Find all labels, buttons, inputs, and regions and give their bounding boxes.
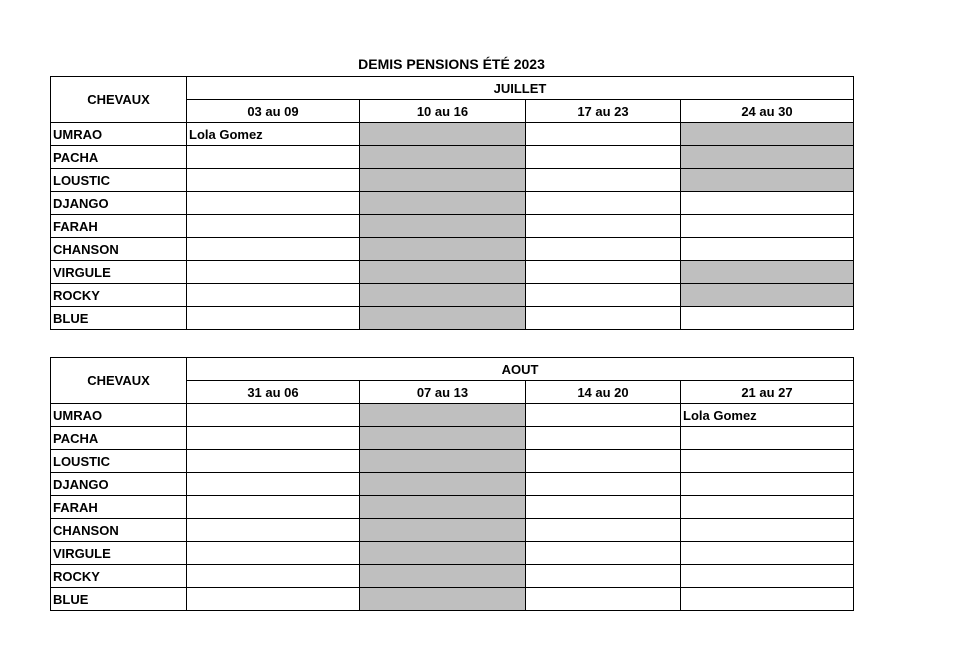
table-row xyxy=(51,284,854,307)
schedule-cell xyxy=(360,450,526,473)
horse-name: UMRAO xyxy=(51,404,187,427)
schedule-cell xyxy=(681,192,854,215)
schedule-cell xyxy=(187,565,360,588)
schedule-cell xyxy=(681,542,854,565)
schedule-cell xyxy=(681,450,854,473)
schedule-cell xyxy=(526,588,681,611)
table-row xyxy=(51,215,854,238)
table-row xyxy=(51,307,854,330)
week-header: 07 au 13 xyxy=(360,381,526,404)
schedule-cell xyxy=(187,215,360,238)
schedule-cell xyxy=(187,588,360,611)
schedule-cell xyxy=(187,496,360,519)
schedule-cell xyxy=(526,261,681,284)
schedule-cell xyxy=(187,146,360,169)
schedule-cell xyxy=(681,588,854,611)
table-row xyxy=(51,169,854,192)
schedule-cell xyxy=(187,238,360,261)
schedule-cell xyxy=(681,169,854,192)
schedule-cell xyxy=(360,284,526,307)
schedule-cell xyxy=(526,307,681,330)
horse-name: FARAH xyxy=(51,496,187,519)
horse-column-header: CHEVAUX xyxy=(51,77,187,123)
schedule-cell: Lola Gomez xyxy=(681,404,854,427)
schedule-cell xyxy=(526,284,681,307)
horse-name: BLUE xyxy=(51,588,187,611)
schedule-cell xyxy=(187,307,360,330)
table-row xyxy=(51,192,854,215)
schedule-cell xyxy=(526,496,681,519)
horse-name: LOUSTIC xyxy=(51,450,187,473)
schedule-cell xyxy=(360,169,526,192)
schedule-cell xyxy=(187,519,360,542)
horse-name: PACHA xyxy=(51,146,187,169)
schedule-cell xyxy=(360,519,526,542)
table-row xyxy=(51,238,854,261)
horse-column-header: CHEVAUX xyxy=(51,358,187,404)
schedule-cell xyxy=(681,215,854,238)
schedule-cell xyxy=(526,146,681,169)
horse-name: DJANGO xyxy=(51,192,187,215)
table-row xyxy=(51,146,854,169)
schedule-cell xyxy=(681,473,854,496)
schedule-cell xyxy=(681,284,854,307)
schedule-cell xyxy=(360,192,526,215)
schedule-cell xyxy=(526,542,681,565)
month-header-row xyxy=(51,358,854,381)
month-header: AOUT xyxy=(187,358,854,381)
week-header: 24 au 30 xyxy=(681,100,854,123)
schedule-cell xyxy=(526,519,681,542)
schedule-cell xyxy=(526,238,681,261)
table-row xyxy=(51,123,854,146)
schedule-cell xyxy=(526,473,681,496)
schedule-cell xyxy=(360,146,526,169)
page-title: DEMIS PENSIONS ÉTÉ 2023 xyxy=(358,56,545,72)
horse-name: FARAH xyxy=(51,215,187,238)
horse-name: ROCKY xyxy=(51,565,187,588)
schedule-cell xyxy=(187,404,360,427)
schedule-cell xyxy=(187,427,360,450)
schedule-cell xyxy=(360,215,526,238)
schedule-cell xyxy=(187,284,360,307)
horse-name: ROCKY xyxy=(51,284,187,307)
week-header: 17 au 23 xyxy=(526,100,681,123)
month-header: JUILLET xyxy=(187,77,854,100)
horse-name: UMRAO xyxy=(51,123,187,146)
table-row xyxy=(51,404,854,427)
schedule-cell xyxy=(681,307,854,330)
schedule-cell xyxy=(187,169,360,192)
schedule-cell xyxy=(681,496,854,519)
horse-name: PACHA xyxy=(51,427,187,450)
schedule-cell xyxy=(187,473,360,496)
table-row xyxy=(51,565,854,588)
schedule-cell xyxy=(360,261,526,284)
schedule-cell xyxy=(681,565,854,588)
schedule-cell xyxy=(526,215,681,238)
horse-name: BLUE xyxy=(51,307,187,330)
week-header: 10 au 16 xyxy=(360,100,526,123)
schedule-cell xyxy=(360,565,526,588)
schedule-cell xyxy=(360,542,526,565)
schedule-cell xyxy=(360,404,526,427)
schedule-cell xyxy=(681,519,854,542)
schedule-cell xyxy=(360,307,526,330)
table-row xyxy=(51,588,854,611)
schedule-cell xyxy=(360,238,526,261)
schedule-cell xyxy=(681,427,854,450)
schedule-cell xyxy=(681,146,854,169)
table-row xyxy=(51,496,854,519)
schedule-cell xyxy=(681,261,854,284)
horse-name: VIRGULE xyxy=(51,261,187,284)
horse-name: DJANGO xyxy=(51,473,187,496)
horse-name: VIRGULE xyxy=(51,542,187,565)
table-row xyxy=(51,261,854,284)
schedule-cell xyxy=(526,404,681,427)
schedule-cell xyxy=(526,427,681,450)
horse-name: LOUSTIC xyxy=(51,169,187,192)
schedule-cell xyxy=(681,238,854,261)
week-header: 14 au 20 xyxy=(526,381,681,404)
month-header-row xyxy=(51,77,854,100)
week-header: 21 au 27 xyxy=(681,381,854,404)
schedule-cell xyxy=(360,588,526,611)
table-row xyxy=(51,450,854,473)
schedule-cell: Lola Gomez xyxy=(187,123,360,146)
schedule-cell xyxy=(360,427,526,450)
table-row xyxy=(51,519,854,542)
table-row xyxy=(51,473,854,496)
horse-name: CHANSON xyxy=(51,238,187,261)
schedule-cell xyxy=(526,123,681,146)
schedule-cell xyxy=(187,450,360,473)
schedule-cell xyxy=(526,450,681,473)
table-row xyxy=(51,542,854,565)
week-header: 31 au 06 xyxy=(187,381,360,404)
schedule-cell xyxy=(187,192,360,215)
august-schedule-table xyxy=(50,357,854,611)
july-schedule-table xyxy=(50,76,854,330)
table-row xyxy=(51,427,854,450)
week-header: 03 au 09 xyxy=(187,100,360,123)
schedule-cell xyxy=(526,565,681,588)
schedule-cell xyxy=(360,473,526,496)
schedule-cell xyxy=(526,169,681,192)
schedule-cell xyxy=(526,192,681,215)
schedule-cell xyxy=(187,261,360,284)
horse-name: CHANSON xyxy=(51,519,187,542)
schedule-cell xyxy=(360,123,526,146)
schedule-cell xyxy=(360,496,526,519)
schedule-cell xyxy=(681,123,854,146)
schedule-cell xyxy=(187,542,360,565)
